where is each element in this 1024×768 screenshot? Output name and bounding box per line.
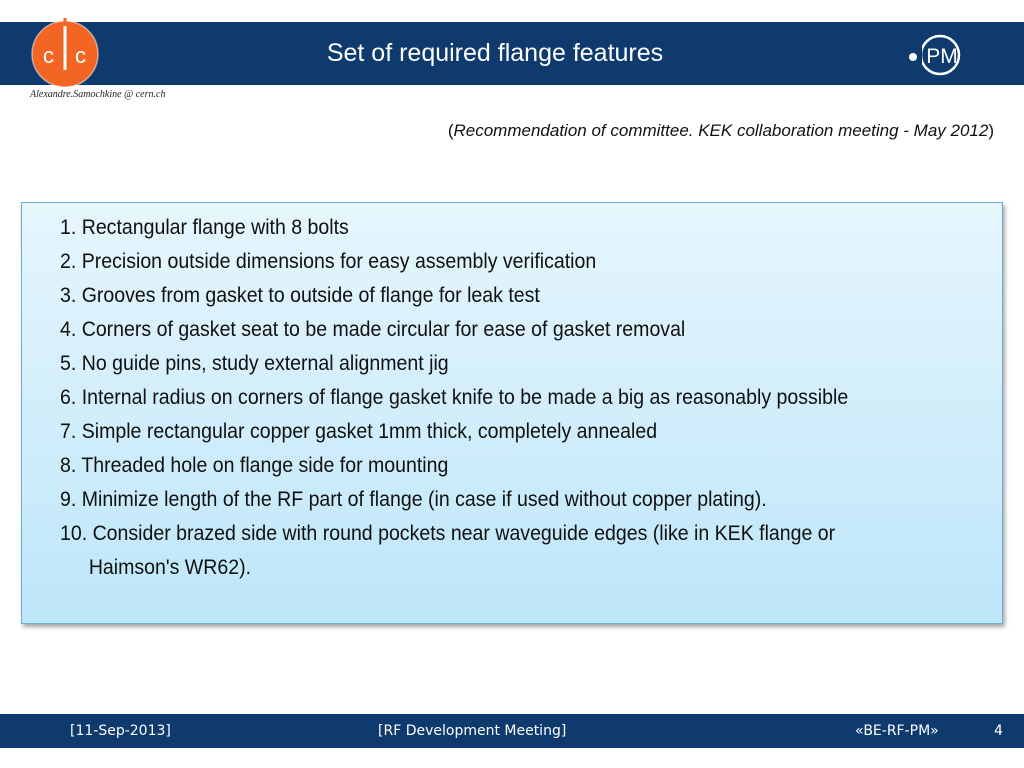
subtitle: [448, 121, 994, 141]
footer-bar: [0, 714, 1024, 748]
footer-page-number: 4: [994, 723, 1003, 739]
feature-item: 5. No guide pins, study external alignment jig: [60, 352, 449, 375]
slide-title: Set of required flange features: [326, 39, 664, 67]
feature-item: 2. Precision outside dimensions for easy assembly verification: [60, 250, 597, 273]
subtitle-close-paren: ): [988, 121, 994, 140]
pm-logo: [906, 33, 974, 77]
subtitle-text: Recommendation of committee. KEK collaboration meeting - May 2012: [453, 121, 989, 140]
footer-meeting: [RF Development Meeting]: [378, 723, 567, 739]
footer-department: «BE-RF-PM»: [855, 723, 939, 739]
feature-item: 9. Minimize length of the RF part of flange (in case if used without copper plating).: [60, 488, 767, 511]
clic-logo: [28, 14, 102, 88]
features-box: [21, 202, 1003, 624]
author-email: Alexandre.Samochkine @ cern.ch: [30, 89, 166, 100]
feature-item: 3. Grooves from gasket to outside of flange for leak test: [60, 284, 540, 307]
feature-item: 4. Corners of gasket seat to be made circular for ease of gasket removal: [60, 318, 686, 341]
subtitle-open-paren: (: [447, 121, 454, 140]
feature-item: 6. Internal radius on corners of flange gasket knife to be made a big as reasonably possible: [60, 386, 849, 409]
feature-item: 8. Threaded hole on flange side for mounting: [60, 454, 449, 477]
feature-list: [60, 211, 995, 585]
svg-text:PM: PM: [926, 45, 958, 68]
feature-item: 7. Simple rectangular copper gasket 1mm thick, completely annealed: [60, 420, 658, 443]
feature-item: 1. Rectangular flange with 8 bolts: [60, 216, 349, 239]
footer-date: [11-Sep-2013]: [70, 723, 171, 739]
svg-text:c l c: c l c: [42, 43, 88, 68]
feature-item: 10. Consider brazed side with round pockets near waveguide edges (like in KEK flange or Haimson's WR62).: [60, 522, 836, 579]
